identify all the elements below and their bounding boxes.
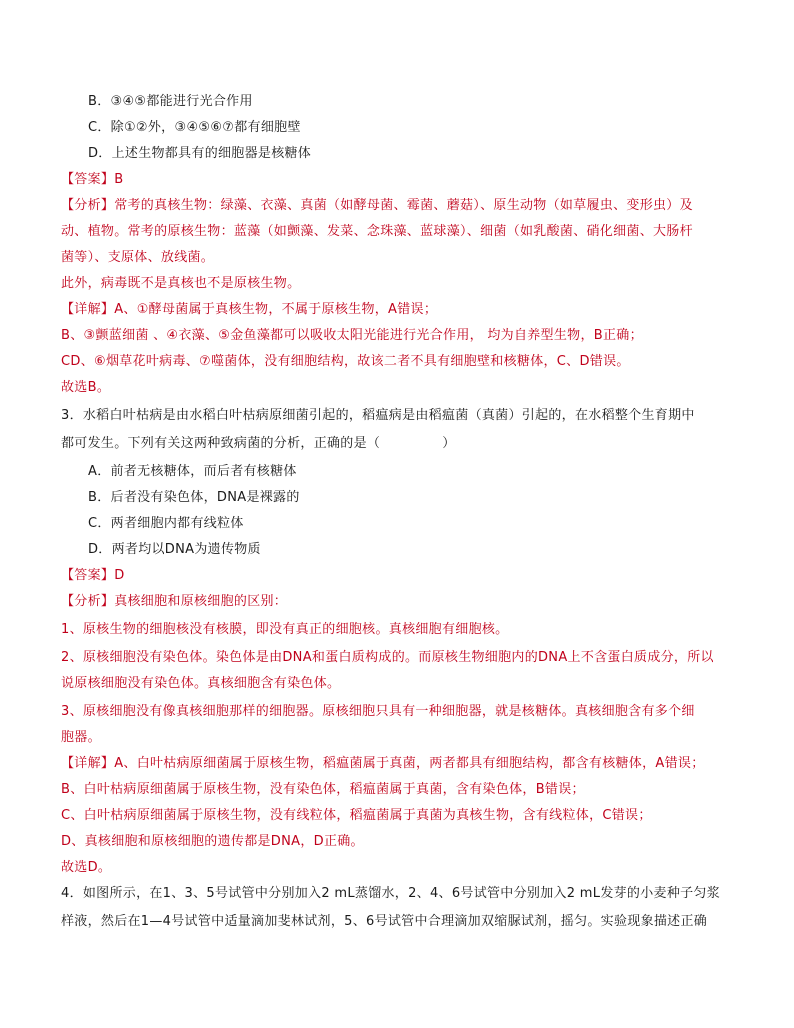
q2-conclusion: 故选B。 — [61, 380, 111, 395]
q2-option-b: B．③④⑤都能进行光合作用 — [88, 94, 253, 109]
answer-value: D — [114, 568, 125, 583]
q3-option-d: D．两者均以DNA为遗传物质 — [88, 542, 261, 557]
q3-analysis-line-1 — [61, 592, 287, 612]
q3-analysis-line-6: 胞器。 — [61, 730, 101, 745]
q3-option-b: B．后者没有染色体，DNA是裸露的 — [88, 490, 300, 505]
q3-option-c: C．两者细胞内都有线粒体 — [88, 516, 244, 531]
q2-detail-line-2: B、③颤蓝细菌 、④衣藻、⑤金鱼藻都可以吸收太阳光能进行光合作用， 均为自养型生物，B正确； — [61, 328, 643, 343]
q2-analysis-line-4: 此外，病毒既不是真核也不是原核生物。 — [61, 276, 301, 291]
q3-stem-close: ） — [442, 436, 456, 451]
q4-stem-line-1: 4．如图所示，在1、3、5号试管中分别加入2 mL蒸馏水，2、4、6号试管中分别加入2 mL发芽的小麦种子匀浆 — [61, 886, 721, 901]
q3-detail-line-3: C、白叶枯病原细菌属于原核生物，没有线粒体，稻瘟菌属于真菌为真核生物，含有线粒体，C错误； — [61, 808, 652, 823]
detail-tag: 【详解】 — [61, 302, 115, 317]
q3-analysis-line-2: 1、原核生物的细胞核没有核膜，即没有真正的细胞核。真核细胞有细胞核。 — [61, 622, 509, 637]
q3-detail-line-2: B、白叶枯病原细菌属于原核生物，没有染色体，稻瘟菌属于真菌，含有染色体，B错误； — [61, 782, 585, 797]
q4-stem-line-2: 样液，然后在1—4号试管中适量滴加斐林试剂，5、6号试管中合理滴加双缩脲试剂，摇匀。实验现象描述正确 — [61, 914, 708, 929]
answer-value: B — [114, 172, 124, 187]
analysis-text: 真核细胞和原核细胞的区别： — [114, 594, 288, 609]
q2-option-d: D．上述生物都具有的细胞器是核糖体 — [88, 146, 312, 161]
analysis-tag: 【分析】 — [61, 594, 115, 609]
q3-detail-line-4: D、真核细胞和原核细胞的遗传都是DNA，D正确。 — [61, 834, 364, 849]
q2-analysis-line-3: 菌等）、支原体、放线菌。 — [61, 250, 215, 265]
q2-detail-line-3: CD、⑥烟草花叶病毒、⑦噬菌体，没有细胞结构，故该二者不具有细胞壁和核糖体，C、D错误。 — [61, 354, 630, 369]
q3-analysis-line-5: 3、原核细胞没有像真核细胞那样的细胞器。原核细胞只具有一种细胞器，就是核糖体。真核细胞含有多个细 — [61, 704, 695, 719]
q3-stem-line-2 — [61, 434, 456, 454]
q2-analysis-line-1 — [61, 196, 693, 216]
detail-text: A、①酵母菌属于真核生物，不属于原核生物，A错误； — [114, 302, 438, 317]
q2-answer — [61, 170, 123, 190]
q3-analysis-line-3: 2、原核细胞没有染色体。染色体是由DNA和蛋白质构成的。而原核生物细胞内的DNA上不含蛋白质成分，所以 — [61, 650, 714, 665]
q3-answer — [61, 566, 125, 586]
analysis-text: 常考的真核生物：绿藻、衣藻、真菌（如酵母菌、霉菌、蘑菇）、原生动物（如草履虫、变形虫）及 — [114, 198, 693, 213]
q3-detail-line-1 — [61, 754, 705, 774]
answer-tag: 【答案】 — [61, 172, 115, 187]
q3-option-a: A．前者无核糖体，而后者有核糖体 — [88, 464, 297, 479]
analysis-tag: 【分析】 — [61, 198, 115, 213]
q2-analysis-line-2: 动、植物。常考的原核生物：蓝藻（如颤藻、发菜、念珠藻、蓝球藻）、细菌（如乳酸菌、硝化细菌、大肠杆 — [61, 224, 693, 239]
q2-detail-line-1 — [61, 300, 437, 320]
q2-option-c: C．除①②外，③④⑤⑥⑦都有细胞壁 — [88, 120, 301, 135]
q3-analysis-line-4: 说原核细胞没有染色体。真核细胞含有染色体。 — [61, 676, 341, 691]
q3-stem-line-1: 3．水稻白叶枯病是由水稻白叶枯病原细菌引起的，稻瘟病是由稻瘟菌（真菌）引起的，在水稻整个生育期中 — [61, 408, 695, 423]
detail-tag: 【详解】 — [61, 756, 115, 771]
answer-tag: 【答案】 — [61, 568, 115, 583]
q3-stem-text: 都可发生。下列有关这两种致病菌的分析，正确的是（ — [61, 436, 381, 451]
q3-conclusion: 故选D。 — [61, 860, 112, 875]
detail-text: A、白叶枯病原细菌属于原核生物，稻瘟菌属于真菌，两者都具有细胞结构，都含有核糖体，A错误； — [114, 756, 705, 771]
